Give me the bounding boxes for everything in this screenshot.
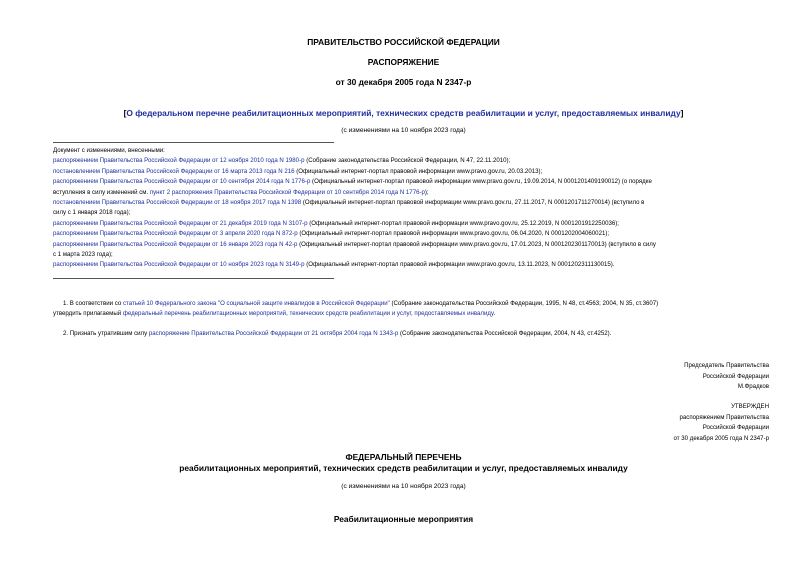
amendment-source: (Официальный интернет-портал правовой информации www.pravo.gov.ru, 20.03.2013); xyxy=(294,167,543,175)
paragraph-2 xyxy=(53,329,771,339)
document-title xyxy=(0,108,807,118)
list-subtitle: реабилитационных мероприятий, технических средств реабилитации и услуг, предоставляемых инвалиду xyxy=(179,463,628,473)
divider-top xyxy=(53,142,334,143)
paragraph-1 xyxy=(53,299,771,319)
list-changes-note: (с изменениями на 10 ноября 2023 года) xyxy=(341,483,466,490)
amendment-link[interactable]: распоряжением Правительства Российской Федерации от 3 апреля 2020 года N 872-р xyxy=(53,230,298,238)
amendment-item xyxy=(53,240,768,250)
amendment-item xyxy=(53,229,768,239)
amendment-continuation: с 1 марта 2023 года); xyxy=(53,251,113,259)
title-bracket-close: ] xyxy=(680,108,684,118)
document-date-number: от 30 декабря 2005 года N 2347-р xyxy=(335,77,472,87)
para1-line2-pre: утвердить прилагаемый xyxy=(53,310,123,318)
amendment-source: (Официальный интернет-портал правовой информации www.pravo.gov.ru, 25.12.2019, N 0001201912250036); xyxy=(307,219,619,227)
paragraph-1-line-1 xyxy=(53,299,771,309)
para1-line2-post: . xyxy=(493,310,496,318)
amendment-source: (Собрание законодательства Российской Федерации, N 47, 22.11.2010); xyxy=(304,157,511,165)
amendment-item xyxy=(53,219,768,229)
signature-country: Российской Федерации xyxy=(702,372,769,380)
document-type: РАСПОРЯЖЕНИЕ xyxy=(367,57,440,67)
approved-country: Российской Федерации xyxy=(702,424,769,431)
changes-note: (с изменениями на 10 ноября 2023 года) xyxy=(341,127,466,134)
amendment-cont-link[interactable]: пункт 2 распоряжения Правительства Российской Федерации от 10 сентября 2014 года N 1776-р xyxy=(149,188,425,196)
para1-post: (Собрание законодательства Российской Федерации, 1995, N 48, ст.4563; 2004, N 35, ст.3607) xyxy=(389,300,659,307)
government-heading: ПРАВИТЕЛЬСТВО РОССИЙСКОЙ ФЕДЕРАЦИИ xyxy=(307,37,500,47)
paragraph-1-line-2 xyxy=(53,309,771,319)
amendment-link[interactable]: распоряжением Правительства Российской Федерации от 10 ноября 2023 года N 3149-р xyxy=(53,261,305,269)
title-bracket-open: [ xyxy=(123,108,127,118)
signature-name: М.Фрадков xyxy=(737,383,769,390)
signature-block xyxy=(684,361,769,393)
approved-by: распоряжением Правительства xyxy=(679,413,769,421)
amendment-item xyxy=(53,167,768,177)
approved-date: от 30 декабря 2005 года N 2347-р xyxy=(673,434,769,442)
amendment-continuation: силу с 1 января 2018 года); xyxy=(53,209,131,217)
amendment-source: (Официальный интернет-портал правовой информации www.pravo.gov.ru, 06.04.2020, N 0001202004060021); xyxy=(297,230,610,238)
amendment-source: (Официальный интернет-портал правовой информации www.pravo.gov.ru, 13.11.2023, N 0001202311130015). xyxy=(304,261,615,269)
amendments-block xyxy=(53,146,768,271)
amendment-link[interactable]: распоряжением Правительства Российской Федерации от 10 сентября 2014 года N 1776-р xyxy=(53,178,311,186)
amendment-source: (Официальный интернет-портал правовой информации www.pravo.gov.ru, 19.09.2014, N 0001201409190012) (о порядке xyxy=(310,178,652,186)
amendment-source: (Официальный интернет-портал правовой информации www.pravo.gov.ru, 27.11.2017, N 0001201711270014) (вступило в xyxy=(301,199,645,207)
paragraph-2-line xyxy=(53,329,771,339)
list-title: ФЕДЕРАЛЬНЫЙ ПЕРЕЧЕНЬ xyxy=(345,452,462,462)
amendment-item xyxy=(53,177,768,187)
approval-block xyxy=(674,402,769,444)
approved-label: УТВЕРЖДЕН xyxy=(731,403,769,410)
amendment-cont-rest: ); xyxy=(424,188,429,196)
amendments-intro: Документ с изменениями, внесенными: xyxy=(53,147,165,154)
divider-bottom xyxy=(53,278,334,279)
amendment-source: (Официальный интернет-портал правовой информации www.pravo.gov.ru, 17.01.2023, N 0001202301170013) (вступило в силу xyxy=(297,240,656,248)
para1-pre: 1. В соответствии со xyxy=(63,300,123,307)
amendment-link[interactable]: распоряжением Правительства Российской Федерации от 12 ноября 2010 года N 1980-р xyxy=(53,157,305,165)
federal-law-link[interactable]: статьей 10 Федерального закона "О социальной защите инвалидов в Российской Федерации" xyxy=(122,300,390,307)
para2-post: (Собрание законодательства Российской Федерации, 2004, N 43, ст.4252). xyxy=(398,330,612,337)
amendment-link[interactable]: постановлением Правительства Российской Федерации от 18 ноября 2017 года N 1398 xyxy=(53,199,302,207)
amendment-item xyxy=(53,156,768,166)
amendment-item xyxy=(53,260,768,270)
para2-pre: 2. Признать утратившим силу xyxy=(63,330,149,337)
amendment-item xyxy=(53,198,768,208)
document-title-link[interactable]: О федеральном перечне реабилитационных мероприятий, технических средств реабилитации и услуг, предоставляемых инвалиду xyxy=(126,108,681,118)
section-heading: Реабилитационные мероприятия xyxy=(333,514,474,524)
federal-list-link[interactable]: федеральный перечень реабилитационных мероприятий, технических средств реабилитации и услуг, предоставляемых инвалиду xyxy=(122,310,494,318)
amendment-continuation xyxy=(0,188,768,198)
signature-position: Председатель Правительства xyxy=(684,362,769,369)
amendment-link[interactable]: постановлением Правительства Российской Федерации от 16 марта 2013 года N 216 xyxy=(53,167,295,175)
repealed-order-link[interactable]: распоряжение Правительства Российской Федерации от 21 октября 2004 года N 1343-р xyxy=(148,330,399,337)
amendment-cont-text: вступления в силу изменений см. xyxy=(53,188,150,196)
amendment-link[interactable]: распоряжением Правительства Российской Федерации от 21 декабря 2019 года N 3107-р xyxy=(53,219,308,227)
amendment-link[interactable]: распоряжением Правительства Российской Федерации от 16 января 2023 года N 42-р xyxy=(53,240,298,248)
